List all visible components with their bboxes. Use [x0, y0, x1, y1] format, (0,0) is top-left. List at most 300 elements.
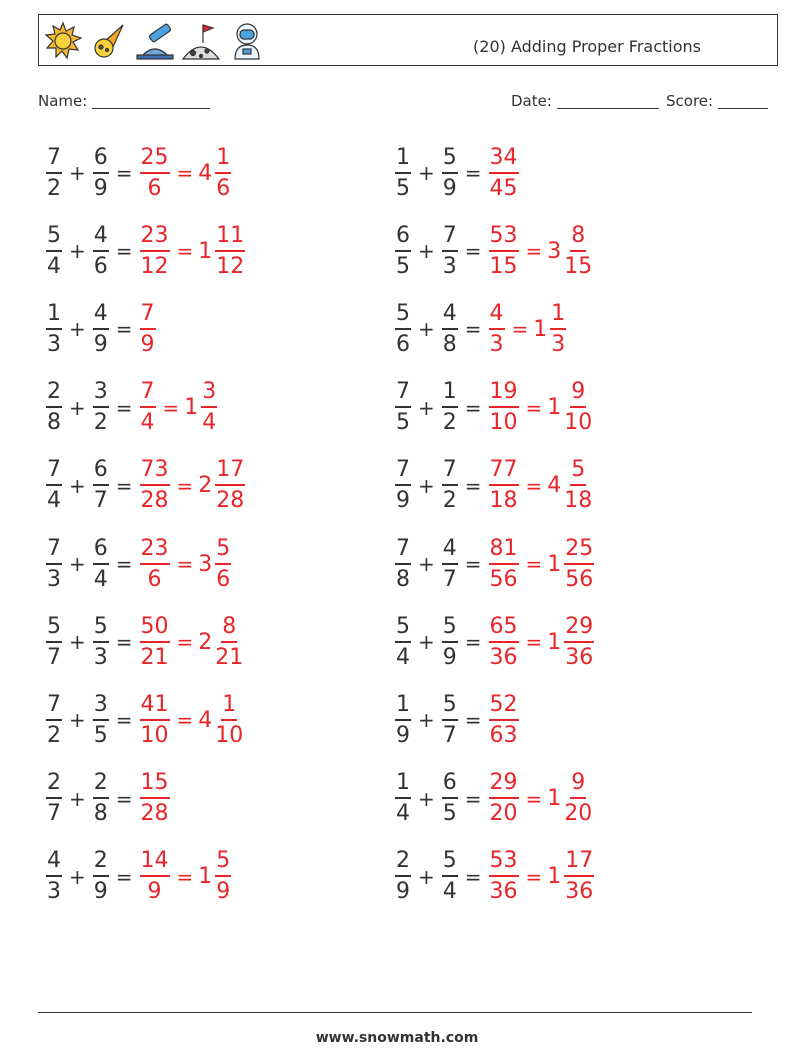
date-field: [511, 92, 659, 110]
numerator: 7: [46, 538, 62, 565]
denominator: 5: [93, 722, 108, 748]
denominator: 9: [216, 879, 231, 905]
denominator: 7: [47, 801, 61, 827]
numerator: 8: [570, 225, 586, 252]
equals-sign: =: [464, 786, 482, 811]
numerator: 7: [46, 694, 62, 721]
plus-sign: +: [69, 630, 86, 655]
numerator: 6: [93, 459, 109, 486]
plus-sign: +: [418, 161, 435, 185]
problem-item: [393, 454, 594, 518]
numerator: 50: [140, 616, 170, 643]
denominator: 10: [564, 410, 593, 436]
addend-fraction: [442, 459, 458, 512]
numerator: 53: [489, 850, 519, 877]
denominator: 6: [216, 175, 231, 201]
numerator: 1: [221, 694, 237, 721]
equals-sign: =: [115, 473, 133, 498]
numerator: 4: [442, 303, 458, 330]
score-field: [666, 92, 768, 110]
numerator: 7: [46, 459, 62, 486]
sum-fraction: [489, 613, 519, 670]
addend-fraction: [93, 459, 109, 512]
denominator: 36: [565, 879, 594, 905]
mixed-whole: 1: [547, 864, 562, 890]
numerator: 9: [570, 381, 586, 408]
denominator: 21: [215, 644, 244, 670]
numerator: 4: [442, 538, 458, 565]
mixed-fraction: [564, 459, 592, 512]
numerator: 1: [395, 147, 411, 174]
addend-fraction: [46, 772, 62, 825]
denominator: 12: [216, 253, 245, 279]
numerator: 5: [395, 616, 411, 643]
equals-sign: =: [162, 395, 180, 420]
numerator: 4: [46, 850, 62, 877]
mixed-fraction: [564, 613, 594, 670]
date-blank[interactable]: [557, 92, 659, 109]
sum-fraction: [140, 144, 170, 201]
numerator: 5: [442, 616, 458, 643]
numerator: 17: [564, 850, 594, 877]
name-label: Name:: [38, 92, 88, 110]
header-icons: [43, 21, 267, 61]
addend-fraction: [93, 850, 109, 903]
numerator: 6: [442, 772, 458, 799]
numerator: 7: [395, 459, 411, 486]
problem-item: [44, 297, 158, 361]
denominator: 3: [47, 331, 61, 357]
sum-fraction: [489, 535, 519, 592]
equals-sign: =: [115, 395, 133, 420]
mixed-whole: 2: [198, 473, 213, 499]
answer: [138, 535, 234, 592]
mixed-whole: 3: [198, 551, 213, 577]
addend-fraction: [46, 535, 62, 592]
addend-fraction: [442, 144, 458, 201]
mixed-fraction: [564, 535, 594, 592]
mixed-fraction: [564, 381, 592, 434]
equals-sign: =: [464, 473, 482, 498]
addend-fraction: [46, 850, 62, 903]
sum-fraction: [140, 535, 170, 592]
equals-sign: =: [176, 708, 194, 733]
denominator: 7: [442, 566, 457, 592]
denominator: 6: [147, 566, 162, 592]
addend-fraction: [93, 300, 109, 357]
denominator: 4: [47, 253, 61, 279]
addend-fraction: [46, 381, 62, 434]
numerator: 5: [442, 850, 458, 877]
sum-fraction: [489, 459, 519, 512]
numerator: 5: [442, 694, 458, 721]
problem-item: [44, 845, 233, 909]
equals-sign: =: [115, 161, 133, 185]
equals-sign: =: [525, 552, 543, 576]
denominator: 2: [47, 175, 61, 201]
mixed-whole: 1: [533, 316, 548, 342]
numerator: 3: [93, 694, 109, 721]
denominator: 12: [140, 253, 169, 279]
problem-item: [393, 376, 594, 440]
numerator: 3: [201, 381, 217, 408]
name-field: [38, 92, 210, 110]
numerator: 34: [489, 147, 519, 174]
numerator: 1: [395, 772, 411, 799]
denominator: 5: [396, 253, 410, 279]
denominator: 6: [93, 253, 108, 279]
addend-fraction: [442, 535, 458, 592]
plus-sign: +: [418, 552, 435, 576]
numerator: 7: [46, 147, 62, 174]
mixed-fraction: [215, 459, 245, 512]
equals-sign: =: [115, 864, 133, 889]
numerator: 5: [46, 616, 62, 643]
denominator: 5: [442, 801, 457, 827]
answer: [487, 222, 595, 279]
plus-sign: +: [69, 161, 86, 185]
answer: [138, 300, 158, 357]
mixed-fraction: [215, 850, 231, 903]
numerator: 23: [140, 225, 170, 252]
addend-fraction: [395, 535, 411, 592]
sum-fraction: [489, 850, 519, 903]
numerator: 53: [489, 225, 519, 252]
numerator: 11: [215, 225, 245, 252]
sun-icon: [43, 21, 83, 61]
sum-fraction: [140, 850, 170, 903]
denominator: 4: [442, 879, 457, 905]
mixed-whole: 4: [198, 707, 213, 733]
denominator: 15: [489, 253, 518, 279]
plus-sign: +: [69, 786, 86, 811]
problem-item: [44, 141, 233, 205]
mixed-whole: 4: [547, 473, 562, 499]
telescope-icon: [135, 21, 175, 61]
mixed-whole: 3: [547, 238, 562, 264]
mixed-whole: 4: [198, 160, 213, 186]
equals-sign: =: [525, 239, 543, 264]
addend-fraction: [46, 691, 62, 748]
problem-item: [393, 297, 568, 361]
mixed-fraction: [215, 691, 244, 748]
sum-fraction: [489, 772, 519, 825]
equals-sign: =: [176, 161, 194, 185]
answer: [487, 144, 521, 201]
answer: [138, 613, 246, 670]
denominator: 28: [140, 801, 169, 827]
equals-sign: =: [511, 317, 529, 342]
numerator: 81: [489, 538, 519, 565]
numerator: 5: [570, 459, 586, 486]
problem-item: [393, 610, 596, 674]
numerator: 7: [395, 381, 411, 408]
numerator: 5: [93, 616, 109, 643]
problem-item: [44, 767, 172, 831]
problem-item: [393, 141, 521, 205]
mixed-fraction: [215, 222, 245, 279]
denominator: 2: [442, 488, 457, 514]
denominator: 63: [489, 722, 518, 748]
denominator: 2: [442, 410, 457, 436]
numerator: 14: [140, 850, 170, 877]
mixed-whole: 1: [198, 238, 213, 264]
numerator: 65: [489, 616, 519, 643]
numerator: 19: [489, 381, 519, 408]
denominator: 4: [93, 566, 108, 592]
denominator: 9: [442, 175, 457, 201]
score-label: Score:: [666, 92, 714, 110]
sum-fraction: [489, 300, 505, 357]
denominator: 3: [442, 253, 457, 279]
equals-sign: =: [464, 395, 482, 420]
equals-sign: =: [464, 317, 482, 342]
denominator: 10: [489, 410, 518, 436]
denominator: 4: [396, 801, 410, 827]
numerator: 1: [395, 694, 411, 721]
numerator: 7: [140, 381, 156, 408]
plus-sign: +: [418, 708, 435, 733]
numerator: 7: [442, 459, 458, 486]
numerator: 9: [570, 772, 586, 799]
addend-fraction: [395, 222, 411, 279]
plus-sign: +: [69, 552, 86, 576]
moon-flag-icon: [181, 21, 221, 61]
answer: [138, 222, 248, 279]
denominator: 5: [396, 410, 410, 436]
denominator: 20: [489, 801, 518, 827]
denominator: 21: [140, 644, 169, 670]
numerator: 29: [564, 616, 594, 643]
mixed-whole: 1: [198, 864, 213, 890]
numerator: 77: [489, 459, 519, 486]
numerator: 3: [93, 381, 109, 408]
mixed-fraction: [215, 535, 231, 592]
denominator: 9: [396, 879, 410, 905]
problem-item: [44, 454, 247, 518]
answer: [487, 381, 595, 434]
denominator: 18: [489, 488, 518, 514]
equals-sign: =: [464, 239, 482, 264]
addend-fraction: [93, 144, 109, 201]
numerator: 7: [140, 303, 156, 330]
mixed-whole: 1: [547, 629, 562, 655]
plus-sign: +: [69, 239, 86, 264]
addend-fraction: [395, 850, 411, 903]
header-box: [38, 14, 778, 66]
problem-item: [44, 219, 247, 283]
numerator: 5: [395, 303, 411, 330]
answer: [487, 691, 521, 748]
equals-sign: =: [176, 552, 194, 576]
denominator: 4: [396, 644, 410, 670]
denominator: 3: [489, 331, 504, 357]
mixed-fraction: [564, 222, 593, 279]
numerator: 5: [46, 225, 62, 252]
numerator: 5: [215, 850, 231, 877]
addend-fraction: [93, 381, 109, 434]
equals-sign: =: [176, 239, 194, 264]
mixed-whole: 1: [184, 395, 199, 421]
addend-fraction: [442, 300, 458, 357]
problem-item: [44, 610, 245, 674]
sum-fraction: [140, 691, 170, 748]
denominator: 10: [140, 722, 169, 748]
equals-sign: =: [115, 317, 133, 342]
denominator: 3: [47, 879, 61, 905]
answer: [487, 300, 569, 357]
plus-sign: +: [418, 864, 435, 889]
equals-sign: =: [464, 864, 482, 889]
plus-sign: +: [69, 395, 86, 420]
equals-sign: =: [464, 552, 482, 576]
denominator: 2: [47, 722, 61, 748]
addend-fraction: [93, 772, 109, 825]
addend-fraction: [93, 535, 109, 592]
problem-item: [44, 688, 245, 752]
plus-sign: +: [69, 708, 86, 733]
denominator: 6: [147, 175, 162, 201]
numerator: 2: [395, 850, 411, 877]
denominator: 9: [93, 879, 108, 905]
denominator: 9: [147, 879, 162, 905]
sum-fraction: [489, 381, 519, 434]
problem-item: [393, 532, 596, 596]
comet-icon: [89, 21, 129, 61]
addend-fraction: [442, 613, 458, 670]
numerator: 2: [46, 772, 62, 799]
footer-divider: [38, 1012, 752, 1013]
sum-fraction: [140, 459, 170, 512]
astronaut-icon: [227, 21, 267, 61]
answer: [138, 459, 248, 512]
numerator: 8: [221, 616, 237, 643]
numerator: 6: [93, 538, 109, 565]
sum-fraction: [489, 691, 519, 748]
denominator: 8: [93, 801, 108, 827]
numerator: 5: [215, 538, 231, 565]
answer: [138, 850, 234, 903]
addend-fraction: [395, 381, 411, 434]
name-blank[interactable]: [92, 92, 210, 109]
denominator: 8: [442, 331, 457, 357]
denominator: 9: [93, 175, 108, 201]
denominator: 36: [489, 644, 518, 670]
numerator: 7: [442, 225, 458, 252]
addend-fraction: [395, 613, 411, 670]
denominator: 28: [140, 488, 169, 514]
numerator: 1: [550, 303, 566, 330]
sum-fraction: [489, 144, 519, 201]
denominator: 9: [442, 644, 457, 670]
numerator: 4: [93, 303, 109, 330]
numerator: 5: [442, 147, 458, 174]
denominator: 4: [140, 410, 155, 436]
addend-fraction: [395, 300, 411, 357]
problem-item: [44, 532, 233, 596]
addend-fraction: [395, 459, 411, 512]
addend-fraction: [46, 222, 62, 279]
denominator: 18: [564, 488, 593, 514]
equals-sign: =: [525, 395, 543, 420]
addend-fraction: [442, 772, 458, 825]
plus-sign: +: [69, 864, 86, 889]
denominator: 9: [396, 488, 410, 514]
equals-sign: =: [115, 708, 133, 733]
denominator: 28: [216, 488, 245, 514]
numerator: 41: [140, 694, 170, 721]
denominator: 3: [551, 331, 566, 357]
problem-item: [393, 767, 594, 831]
numerator: 6: [93, 147, 109, 174]
answer: [138, 144, 234, 201]
equals-sign: =: [464, 161, 482, 185]
numerator: 4: [489, 303, 505, 330]
mixed-fraction: [215, 144, 231, 201]
denominator: 2: [93, 410, 108, 436]
denominator: 56: [489, 566, 518, 592]
denominator: 10: [215, 722, 244, 748]
answer: [138, 691, 246, 748]
numerator: 15: [140, 772, 170, 799]
addend-fraction: [93, 613, 109, 670]
denominator: 6: [216, 566, 231, 592]
numerator: 17: [215, 459, 245, 486]
problem-item: [393, 845, 596, 909]
footer-url: www.snowmath.com: [315, 1030, 479, 1046]
numerator: 23: [140, 538, 170, 565]
numerator: 1: [46, 303, 62, 330]
problem-item: [393, 219, 594, 283]
sum-fraction: [140, 300, 156, 357]
plus-sign: +: [418, 317, 435, 342]
equals-sign: =: [176, 864, 194, 889]
answer: [487, 772, 595, 825]
equals-sign: =: [525, 630, 543, 655]
equals-sign: =: [115, 786, 133, 811]
addend-fraction: [46, 459, 62, 512]
plus-sign: +: [418, 395, 435, 420]
mixed-fraction: [564, 772, 592, 825]
score-blank[interactable]: [718, 92, 768, 109]
answer: [487, 850, 597, 903]
answer: [487, 535, 597, 592]
numerator: 1: [215, 147, 231, 174]
equals-sign: =: [525, 786, 543, 811]
addend-fraction: [442, 691, 458, 748]
sum-fraction: [140, 381, 156, 434]
problem-item: [44, 376, 219, 440]
addend-fraction: [395, 772, 411, 825]
equals-sign: =: [115, 630, 133, 655]
numerator: 1: [442, 381, 458, 408]
addend-fraction: [395, 691, 411, 748]
denominator: 20: [564, 801, 593, 827]
denominator: 7: [442, 722, 457, 748]
addend-fraction: [442, 381, 458, 434]
plus-sign: +: [69, 317, 86, 342]
denominator: 56: [565, 566, 594, 592]
equals-sign: =: [115, 552, 133, 576]
numerator: 25: [564, 538, 594, 565]
denominator: 7: [47, 644, 61, 670]
numerator: 29: [489, 772, 519, 799]
answer: [138, 381, 220, 434]
plus-sign: +: [69, 473, 86, 498]
equals-sign: =: [464, 708, 482, 733]
numerator: 2: [46, 381, 62, 408]
denominator: 36: [489, 879, 518, 905]
